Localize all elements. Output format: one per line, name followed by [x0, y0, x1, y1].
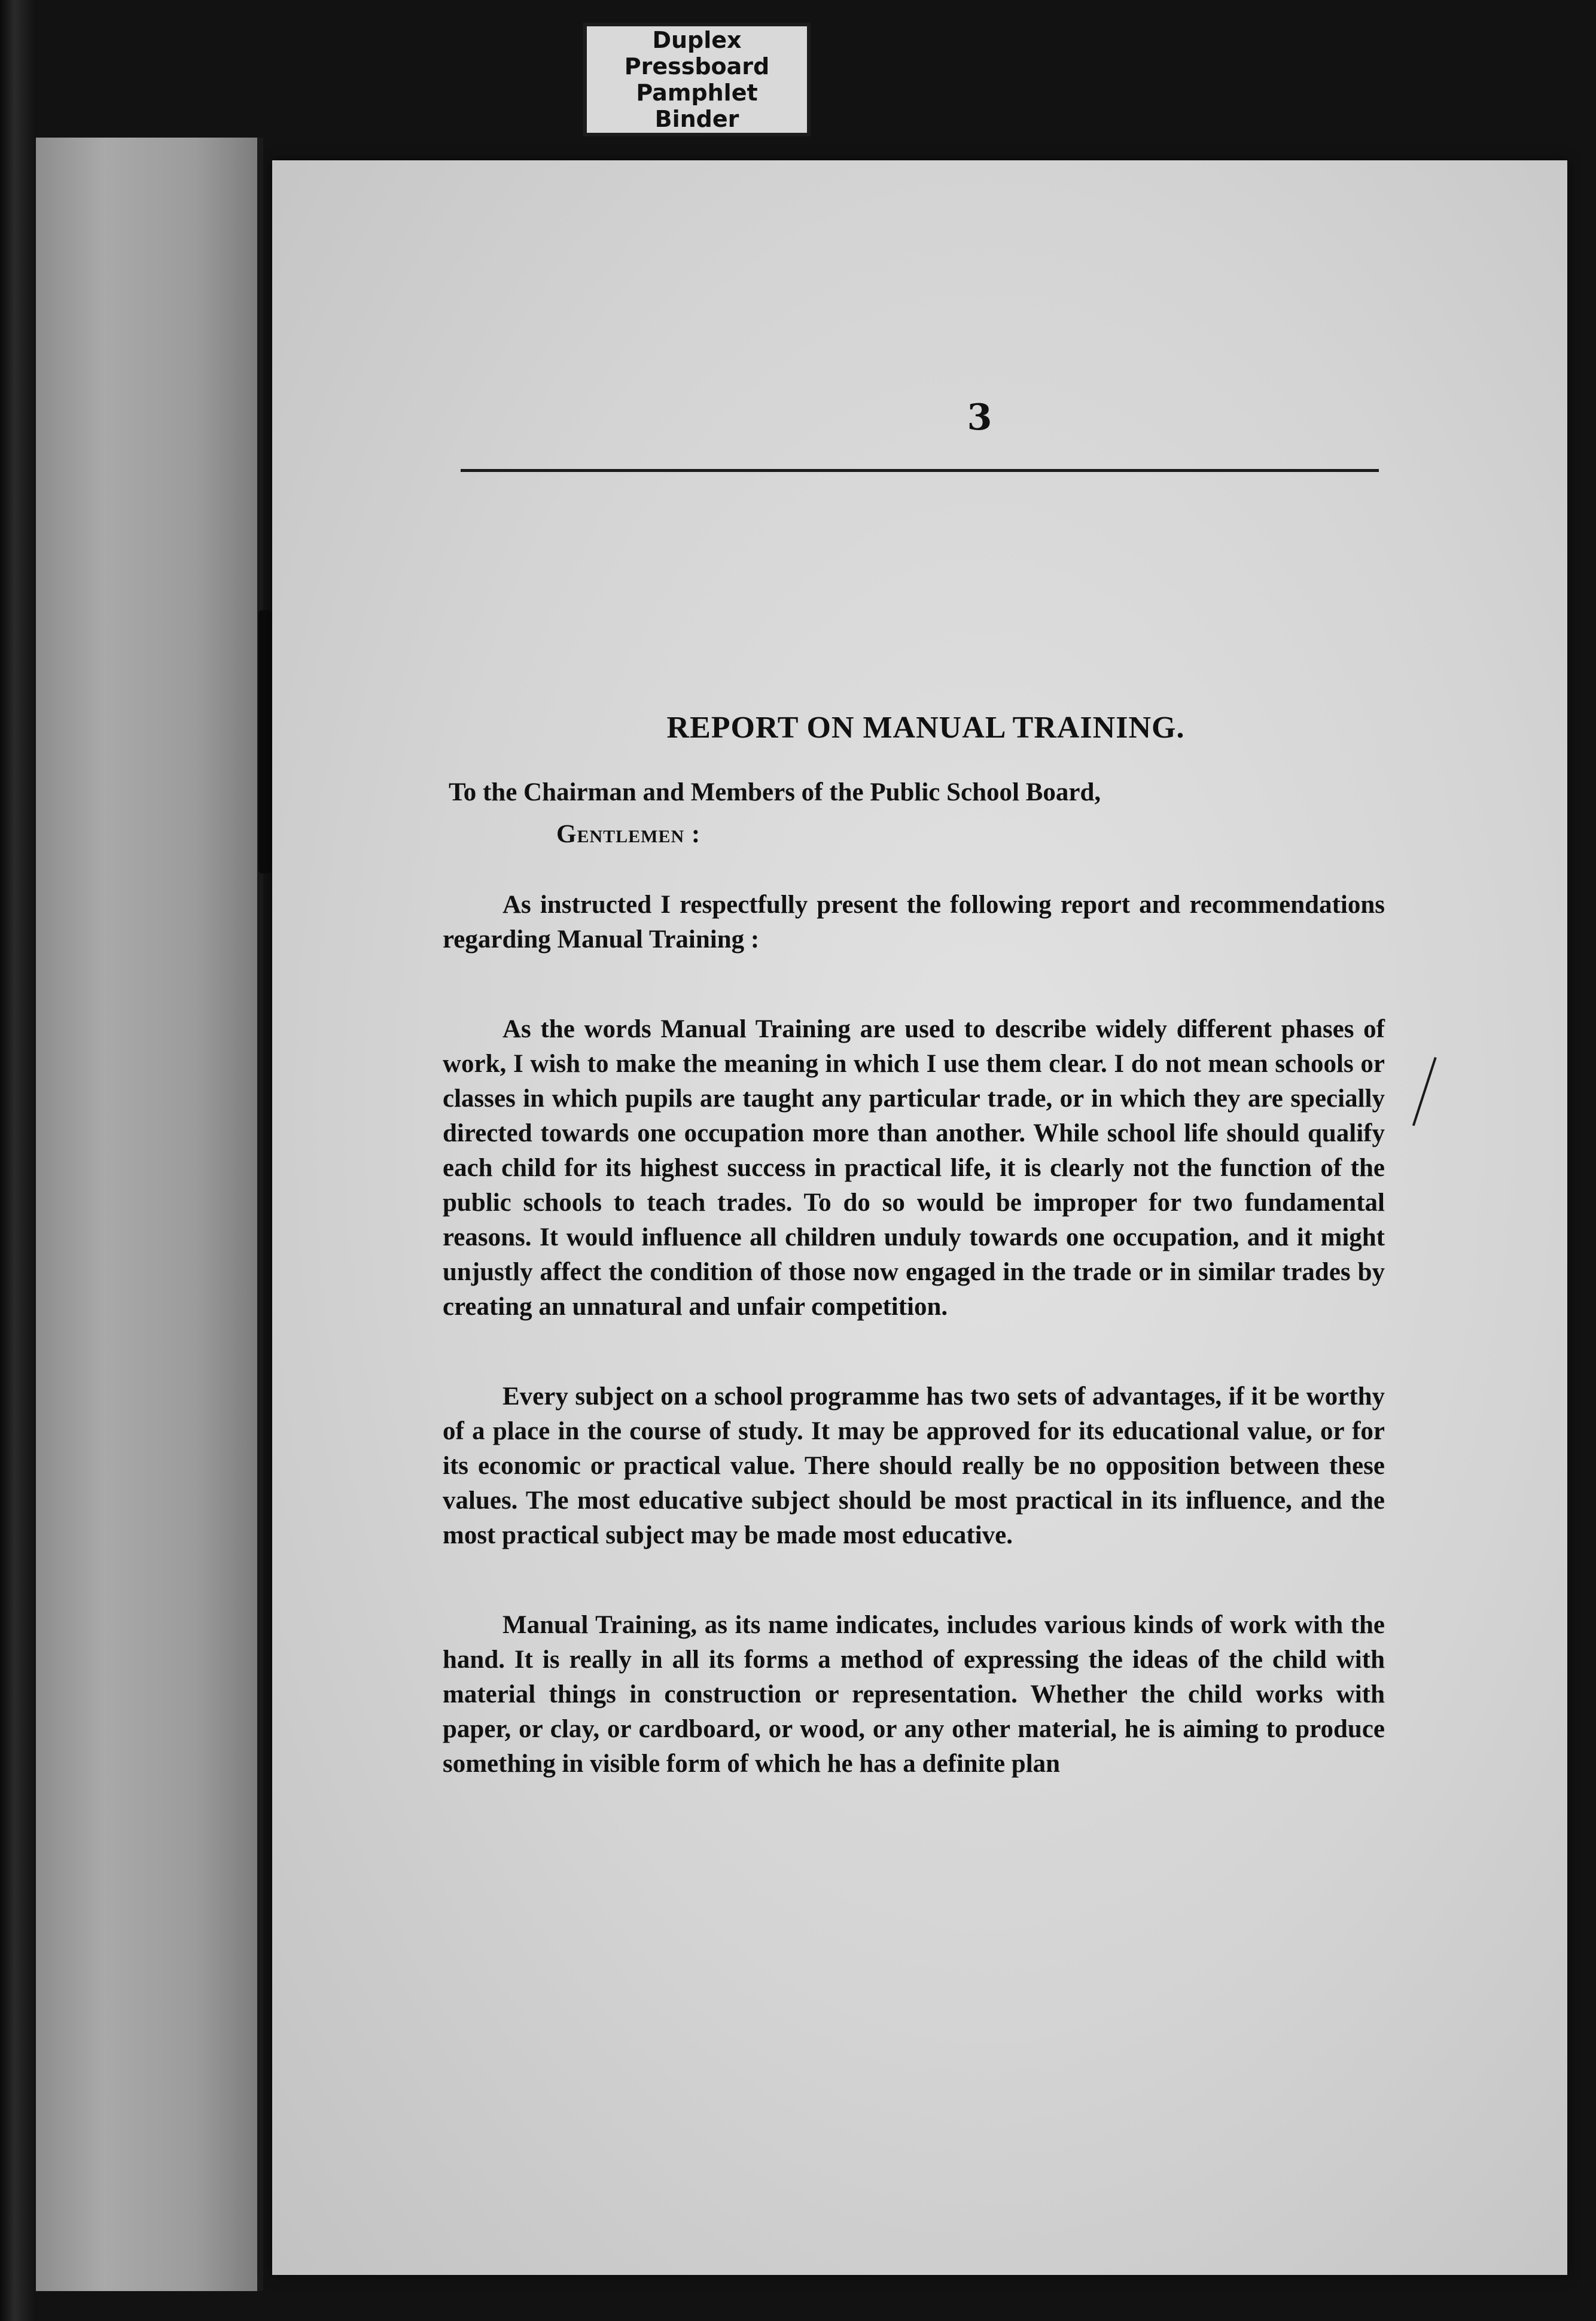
- header-rule: [461, 469, 1379, 472]
- binder-label: [583, 23, 811, 136]
- paragraph: As the words Manual Training are used to describe widely different phases of work, I wish to make the meaning in which I use them clear. I do not mean schools or classes in which pupils are taught any particular trade, or in which they are specially directed towards one occupation more than another. While school life should qualify each child for its highest success in practical life, it is clearly not the function of the public schools to teach trades. To do so would be improper for two fundamental reasons. It would influence all children unduly towards one occupation, and it might unjustly affect the condition of those now engaged in the trade or in similar trades by creating an unnatural and unfair competition.: [443, 1015, 1385, 1321]
- binder-cover-board: [36, 138, 263, 2291]
- binder-label-line: Pressboard: [624, 53, 770, 80]
- binder-spine: [0, 0, 36, 2321]
- document-page: [272, 160, 1567, 2275]
- page-title: REPORT ON MANUAL TRAINING.: [666, 711, 1185, 745]
- page-number: 3: [967, 397, 992, 438]
- binder-label-line: Duplex: [652, 27, 742, 53]
- paragraph: Manual Training, as its name indicates, includes various kinds of work with the hand. It is really in all its forms a method of expressing the ideas of the child with material things in construction or representation. Whether the child works with paper, or clay, or cardboard, or wood, or any other material, he is aiming to produce something in visible form of which he has a definite plan: [443, 1611, 1385, 1778]
- paragraph: As instructed I respectfully present the following report and recommendations regarding Manual Training :: [443, 891, 1385, 954]
- binder-clip: [258, 610, 272, 873]
- binder-label-line: Binder: [654, 106, 739, 132]
- salutation: To the Chairman and Members of the Public School Board,: [449, 778, 1101, 806]
- paragraph: Every subject on a school programme has two sets of advantages, if it be worthy of a place in the course of study. It may be approved for its educational value, or for its economic or practical value. There should really be no opposition between these values. The most educative subject should be most practical in its influence, and the most practical subject may be made most educative.: [443, 1382, 1385, 1549]
- page-content: [443, 711, 1385, 1817]
- binder-label-line: Pamphlet: [636, 80, 758, 106]
- greeting: Gentlemen :: [556, 820, 701, 848]
